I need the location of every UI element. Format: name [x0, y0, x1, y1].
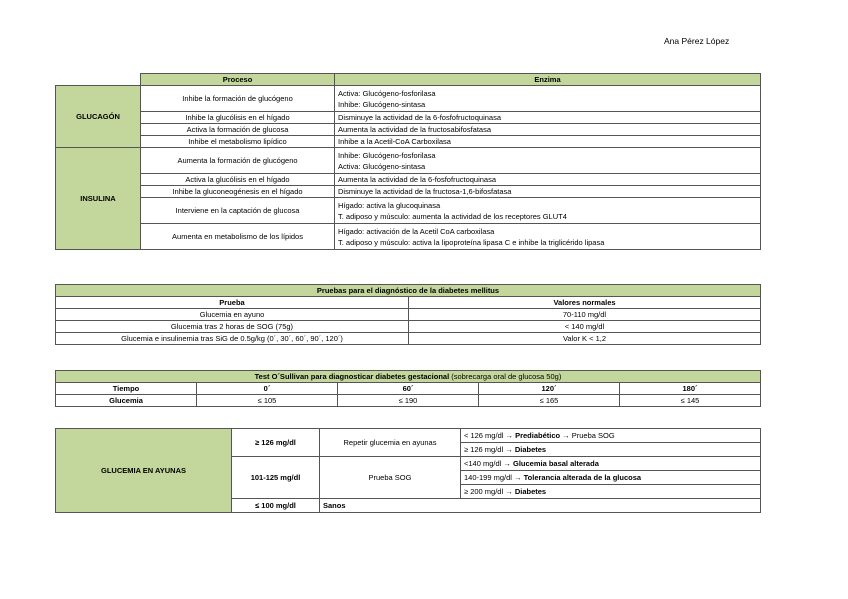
proceso-cell: Aumenta la formación de glucógeno [141, 148, 335, 174]
proceso-cell: Inhibe la formación de glucógeno [141, 86, 335, 112]
valor-cell: Valor K < 1,2 [409, 333, 761, 345]
time-cell: 60´ [338, 383, 479, 395]
header-proceso: Proceso [141, 74, 335, 86]
action-cell: Prueba SOG [320, 457, 461, 499]
time-cell: 0´ [197, 383, 338, 395]
valor-cell: 70-110 mg/dl [409, 309, 761, 321]
row-header-glucemia: Glucemia [56, 395, 197, 407]
proceso-cell: Inhibe la gluconeogénesis en el hígado [141, 186, 335, 198]
enzima-cell: Inhibe a la Acetil-CoA Carboxilasa [335, 136, 761, 148]
row-header-tiempo: Tiempo [56, 383, 197, 395]
prueba-cell: Glucemia tras 2 horas de SOG (75g) [56, 321, 409, 333]
enzima-cell: Hígado: activa la glucoquinasa T. adiposo y músculo: aumenta la actividad de los receptores GLUT4 [335, 198, 761, 224]
diagnosis-tests-table [55, 284, 761, 345]
valor-cell: < 140 mg/dl [409, 321, 761, 333]
enzima-cell: Inhibe: Glucógeno-fosforilasa Activa: Glucógeno-sintasa [335, 148, 761, 174]
group-insulina: INSULINA [56, 148, 141, 250]
prueba-cell: Glucemia en ayuno [56, 309, 409, 321]
proceso-cell: Inhibe el metabolismo lipídico [141, 136, 335, 148]
enzima-cell: Disminuye la actividad de la fructosa-1,6-bifosfatasa [335, 186, 761, 198]
result-cell: Sanos [320, 499, 761, 513]
proceso-cell: Aumenta en metabolismo de los lípidos [141, 224, 335, 250]
proceso-cell: Activa la formación de glucosa [141, 124, 335, 136]
range-cell: ≥ 126 mg/dl [232, 429, 320, 457]
header-prueba: Prueba [56, 297, 409, 309]
time-cell: 120´ [479, 383, 620, 395]
range-cell: 101-125 mg/dl [232, 457, 320, 499]
table-title: Pruebas para el diagnóstico de la diabetes mellitus [56, 285, 761, 297]
enzima-cell: Activa: Glucógeno-fosforilasa Inhibe: Glucógeno-sintasa [335, 86, 761, 112]
fasting-glucose-table [55, 428, 761, 513]
value-cell: ≤ 165 [479, 395, 620, 407]
enzima-cell: Hígado: activación de la Acetil CoA carboxilasa T. adiposo y músculo: activa la lipoproteína lipasa C e inhibe la triglicérido lipasa [335, 224, 761, 250]
action-cell: Repetir glucemia en ayunas [320, 429, 461, 457]
prueba-cell: Glucemia e insulinemia tras SiG de 0.5g/kg (0´, 30´, 60´, 90´, 120´) [56, 333, 409, 345]
group-glucagon: GLUCAGÓN [56, 86, 141, 148]
header-valores: Valores normales [409, 297, 761, 309]
result-cell: < 126 mg/dl → Prediabético → Prueba SOG [461, 429, 761, 443]
hormone-enzyme-table [55, 73, 761, 250]
time-cell: 180´ [620, 383, 761, 395]
range-cell: ≤ 100 mg/dl [232, 499, 320, 513]
proceso-cell: Interviene en la captación de glucosa [141, 198, 335, 224]
value-cell: ≤ 145 [620, 395, 761, 407]
fasting-label: GLUCEMIA EN AYUNAS [56, 429, 232, 513]
table-title: Test O´Sullivan para diagnosticar diabetes gestacional (sobrecarga oral de glucosa 50g) [56, 371, 761, 383]
author-name: Ana Pérez López [664, 36, 730, 46]
enzima-cell: Disminuye la actividad de la 6-fosfofructoquinasa [335, 112, 761, 124]
result-cell: ≥ 126 mg/dl → Diabetes [461, 443, 761, 457]
proceso-cell: Activa la glucólisis en el hígado [141, 174, 335, 186]
enzima-cell: Aumenta la actividad de la fructosabifosfatasa [335, 124, 761, 136]
header-enzima: Enzima [335, 74, 761, 86]
value-cell: ≤ 105 [197, 395, 338, 407]
result-cell: <140 mg/dl → Glucemia basal alterada [461, 457, 761, 471]
enzima-cell: Aumenta la actividad de la 6-fosfofructoquinasa [335, 174, 761, 186]
corner-cell [56, 74, 141, 86]
value-cell: ≤ 190 [338, 395, 479, 407]
result-cell: ≥ 200 mg/dl → Diabetes [461, 485, 761, 499]
osullivan-table [55, 370, 761, 407]
proceso-cell: Inhibe la glucólisis en el hígado [141, 112, 335, 124]
result-cell: 140-199 mg/dl → Tolerancia alterada de la glucosa [461, 471, 761, 485]
